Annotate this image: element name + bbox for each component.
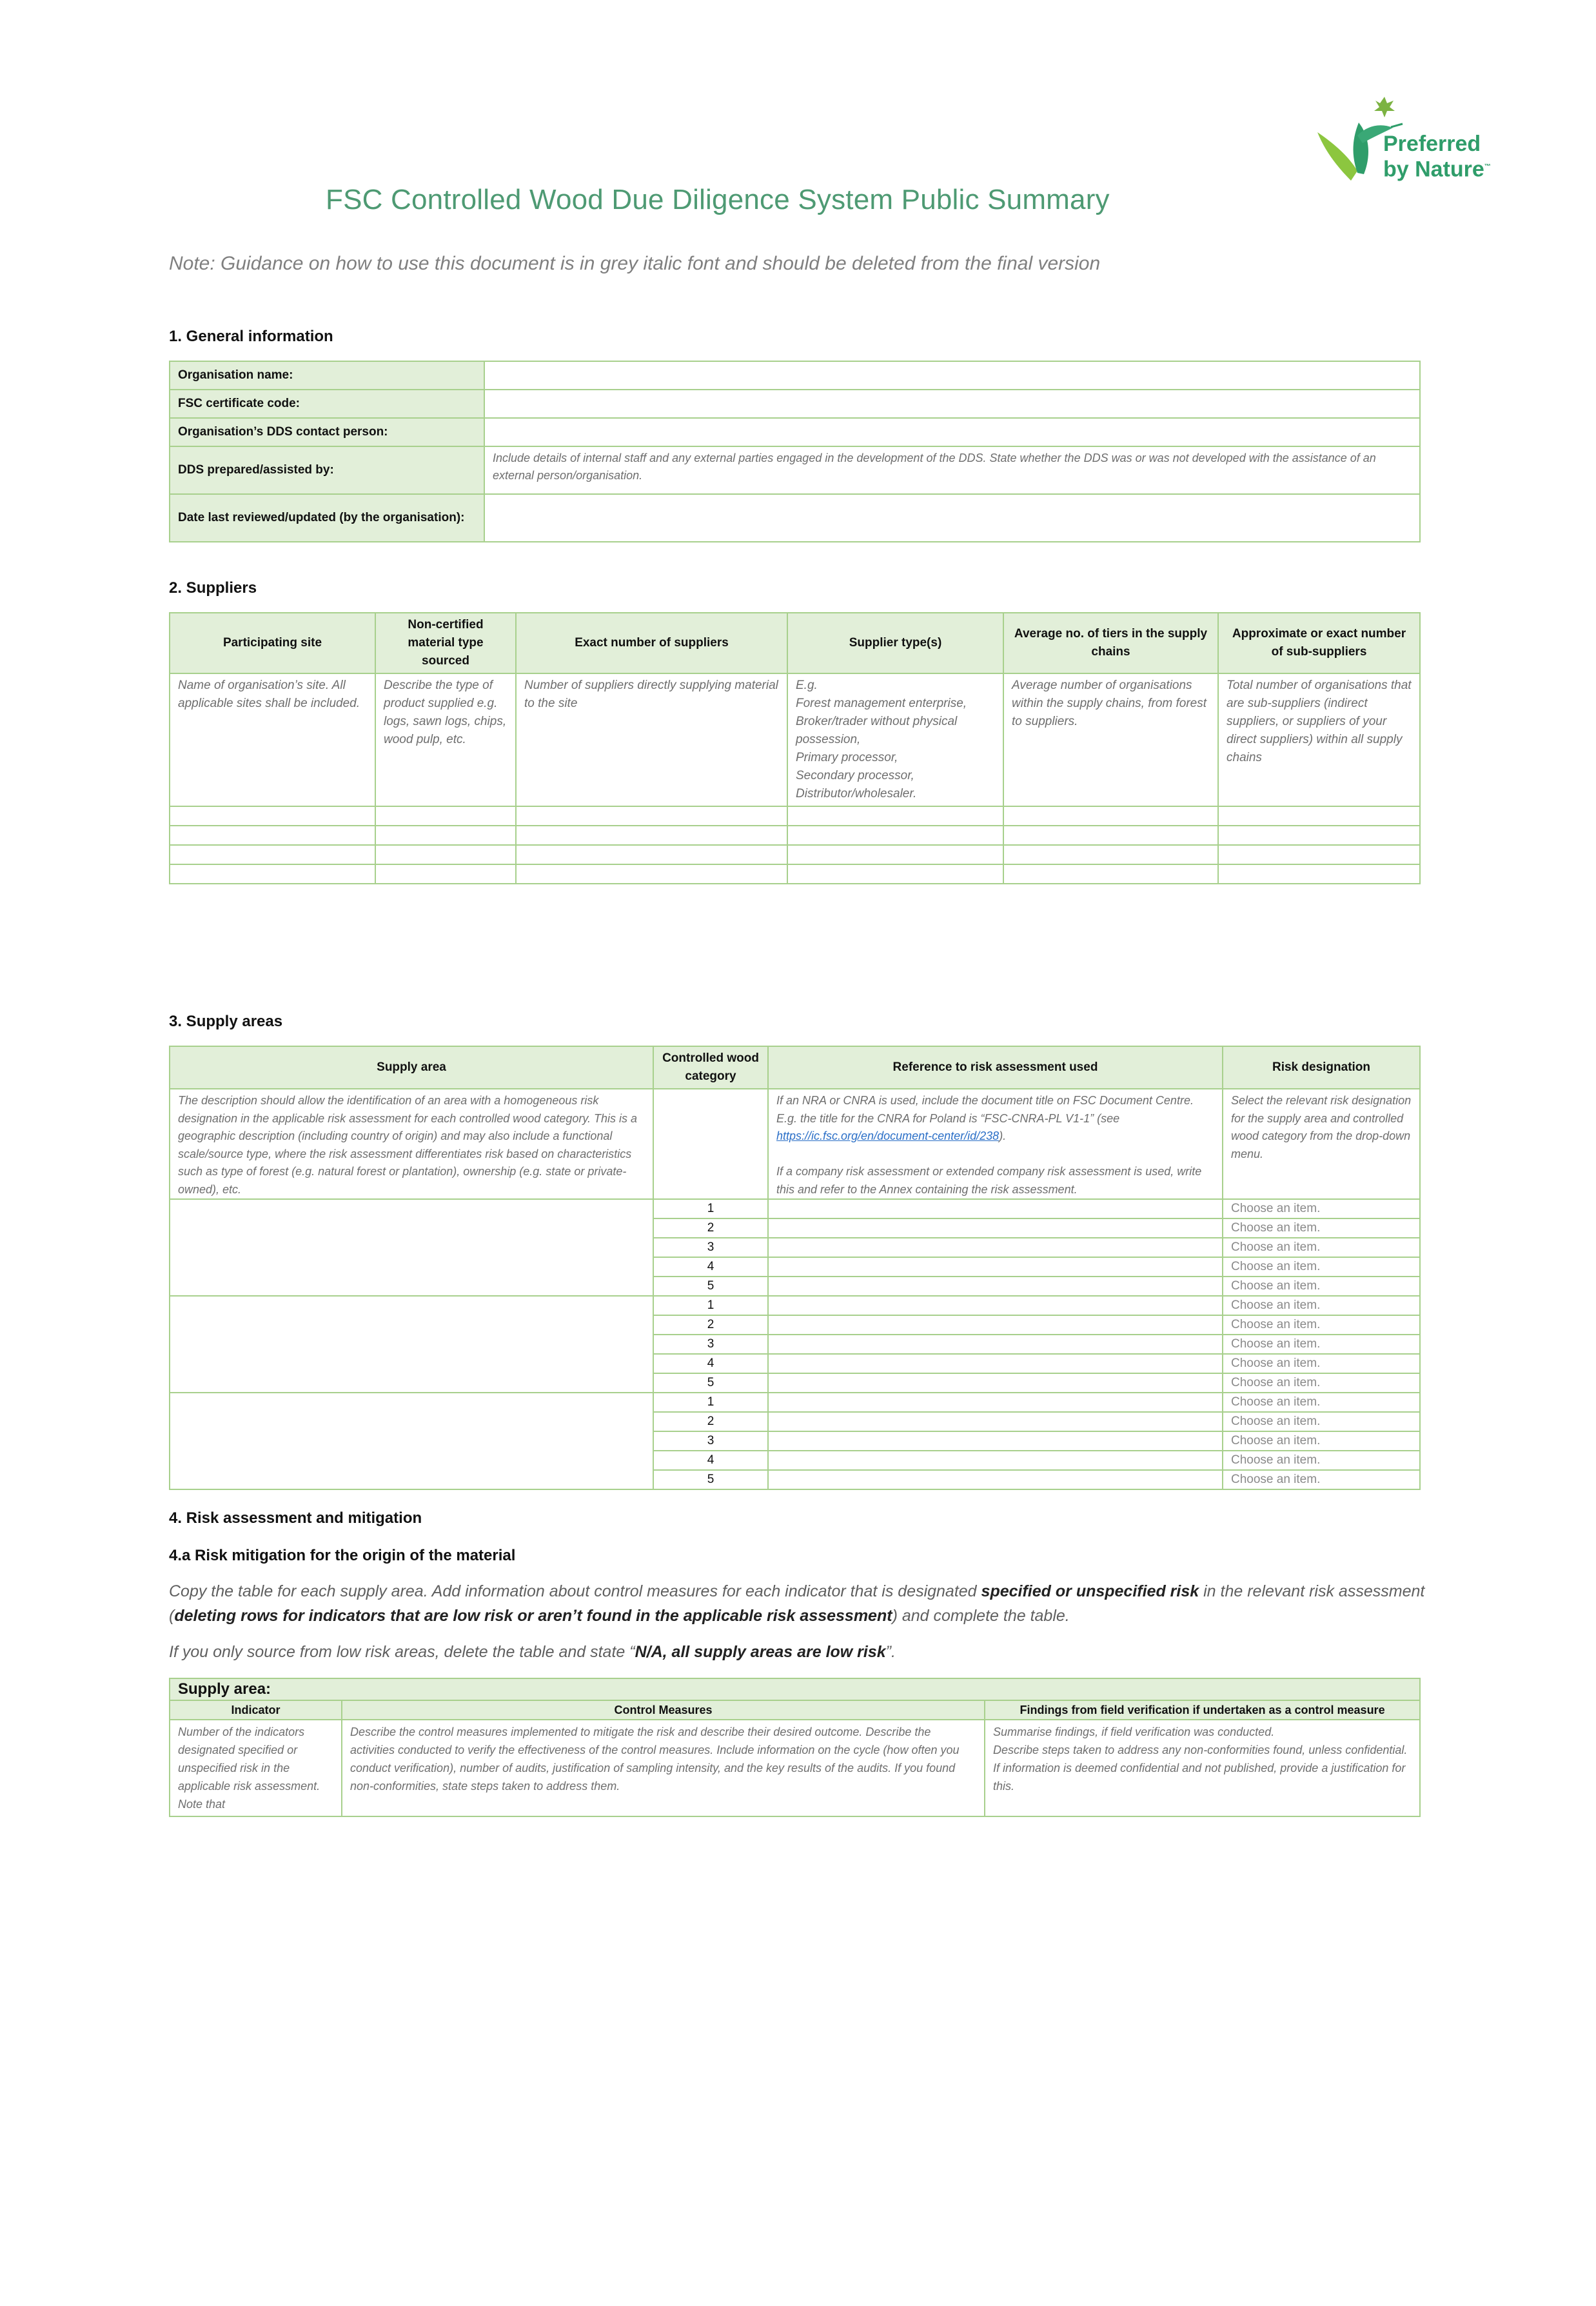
page-title: FSC Controlled Wood Due Diligence System Public Summary bbox=[326, 184, 1110, 215]
guidance-cell[interactable]: Select the relevant risk designation for the supply area and controlled wood category from the drop-down menu. bbox=[1223, 1089, 1420, 1199]
general-info-table bbox=[169, 361, 1421, 542]
guidance-cell[interactable]: Describe the type of product supplied e.g. logs, sawn logs, chips, wood pulp, etc. bbox=[375, 673, 516, 806]
guidance-cell[interactable]: The description should allow the identification of an area with a homogeneous risk designation in the applicable risk assessment for each controlled wood category. This is a geographic description (including country of origin) and may also include a functional scale/source type, where the risk assessment differentiates risk based on characteristics such as type of forest (e.g. natural forest or plantation), ownership (e.g. state or private-owned), etc. bbox=[170, 1089, 653, 1199]
date-reviewed-field[interactable] bbox=[484, 494, 1420, 542]
risk-dropdown[interactable]: Choose an item. bbox=[1223, 1335, 1420, 1354]
low-risk-instruction: If you only source from low risk areas, delete the table and state “N/A, all supply areas are low risk”. bbox=[169, 1643, 896, 1661]
guidance-cell[interactable]: Describe the control measures implemented to mitigate the risk and describe their desired outcome. Describe the activities conducted to verify the effectiveness of the control measures. Include information on the cycle (how often you conduct verification), number of audits, justification of sampling intensity, and the key results of the audits. If you found non-conformities, state steps taken to address them. bbox=[342, 1720, 985, 1816]
logo-wordmark: Preferred by Nature™ bbox=[1383, 132, 1491, 182]
section-4a-heading: 4.a Risk mitigation for the origin of the material bbox=[169, 1547, 516, 1564]
category-number: 5 bbox=[653, 1470, 768, 1489]
category-number: 1 bbox=[653, 1199, 768, 1218]
column-header: Non-certified material type sourced bbox=[375, 613, 516, 673]
contact-person-field[interactable] bbox=[484, 418, 1420, 446]
section-2-heading: 2. Suppliers bbox=[169, 579, 257, 597]
supply-area-title[interactable]: Supply area: bbox=[170, 1678, 1420, 1700]
risk-mitigation-table bbox=[169, 1678, 1421, 1817]
category-number: 1 bbox=[653, 1296, 768, 1315]
column-header: Exact number of suppliers bbox=[516, 613, 787, 673]
section-3-heading: 3. Supply areas bbox=[169, 1013, 283, 1030]
supply-area-cell[interactable] bbox=[170, 1393, 653, 1489]
category-number: 2 bbox=[653, 1218, 768, 1238]
column-header: Indicator bbox=[170, 1700, 342, 1720]
risk-dropdown[interactable]: Choose an item. bbox=[1223, 1238, 1420, 1257]
supply-area-cell[interactable] bbox=[170, 1296, 653, 1393]
category-number: 2 bbox=[653, 1315, 768, 1335]
category-number: 5 bbox=[653, 1277, 768, 1296]
table-row bbox=[170, 864, 1420, 884]
guidance-cell[interactable]: Average number of organisations within the supply chains, from forest to suppliers. bbox=[1003, 673, 1218, 806]
risk-dropdown[interactable]: Choose an item. bbox=[1223, 1315, 1420, 1335]
field-label: Date last reviewed/updated (by the organisation): bbox=[170, 494, 484, 542]
risk-dropdown[interactable]: Choose an item. bbox=[1223, 1199, 1420, 1218]
instructions-paragraph: Copy the table for each supply area. Add information about control measures for each indicator that is designated specified or unspecified risk in the relevant risk assessment (deleting rows for indicators that are low risk or aren’t found in the applicable risk assessment) and complete the table. bbox=[169, 1582, 1425, 1625]
prepared-by-field[interactable]: Include details of internal staff and any external parties engaged in the development of the DDS. State whether the DDS was or was not developed with the assistance of an external person/organisation. bbox=[484, 446, 1420, 494]
category-number: 4 bbox=[653, 1354, 768, 1373]
column-header: Control Measures bbox=[342, 1700, 985, 1720]
field-label: Organisation’s DDS contact person: bbox=[170, 418, 484, 446]
risk-dropdown[interactable]: Choose an item. bbox=[1223, 1354, 1420, 1373]
guidance-cell[interactable]: Number of the indicators designated specified or unspecified risk in the applicable risk assessment. Note that bbox=[170, 1720, 342, 1816]
field-label: DDS prepared/assisted by: bbox=[170, 446, 484, 494]
category-number: 4 bbox=[653, 1451, 768, 1470]
risk-dropdown[interactable]: Choose an item. bbox=[1223, 1393, 1420, 1412]
column-header: Approximate or exact number of sub-suppliers bbox=[1218, 613, 1420, 673]
category-number: 4 bbox=[653, 1257, 768, 1277]
guidance-cell[interactable]: E.g. Forest management enterprise, Broker/trader without physical possession, Primary processor, Secondary processor, Distributor/wholesaler. bbox=[787, 673, 1003, 806]
guidance-cell[interactable]: If an NRA or CNRA is used, include the document title on FSC Document Centre. E.g. the title for the CNRA for Poland is “FSC-CNRA-PL V1-1” (see https://ic.fsc.org/en/document-center/id/238). If a company risk assessment or extended company risk assessment is used, write this and refer to the Annex containing the risk assessment. bbox=[768, 1089, 1223, 1199]
category-number: 3 bbox=[653, 1431, 768, 1451]
table-row bbox=[170, 826, 1420, 845]
category-number: 3 bbox=[653, 1238, 768, 1257]
guidance-cell[interactable]: Total number of organisations that are sub-suppliers (indirect suppliers, or suppliers of your direct suppliers) within all supply chains bbox=[1218, 673, 1420, 806]
column-header: Supply area bbox=[170, 1046, 653, 1089]
guidance-cell[interactable]: Summarise findings, if field verification was conducted. Describe steps taken to address any non-conformities found, unless confidential. If information is deemed confidential and not published, provide a justification for this. bbox=[985, 1720, 1420, 1816]
guidance-note: Note: Guidance on how to use this document is in grey italic font and should be deleted from the final version bbox=[169, 253, 1101, 274]
category-number: 5 bbox=[653, 1373, 768, 1393]
organisation-name-field[interactable] bbox=[484, 361, 1420, 390]
column-header: Reference to risk assessment used bbox=[768, 1046, 1223, 1089]
category-number: 1 bbox=[653, 1393, 768, 1412]
column-header: Average no. of tiers in the supply chains bbox=[1003, 613, 1218, 673]
field-label: FSC certificate code: bbox=[170, 390, 484, 418]
risk-dropdown[interactable]: Choose an item. bbox=[1223, 1277, 1420, 1296]
column-header: Participating site bbox=[170, 613, 375, 673]
suppliers-table bbox=[169, 612, 1421, 884]
document-centre-link[interactable]: https://ic.fsc.org/en/document-center/id/238 bbox=[776, 1129, 1000, 1142]
supply-area-cell[interactable] bbox=[170, 1199, 653, 1296]
category-number: 3 bbox=[653, 1335, 768, 1354]
column-header: Findings from field verification if undertaken as a control measure bbox=[985, 1700, 1420, 1720]
column-header: Risk designation bbox=[1223, 1046, 1420, 1089]
table-row bbox=[170, 845, 1420, 864]
guidance-cell[interactable]: Number of suppliers directly supplying material to the site bbox=[516, 673, 787, 806]
section-4-heading: 4. Risk assessment and mitigation bbox=[169, 1509, 422, 1527]
risk-dropdown[interactable]: Choose an item. bbox=[1223, 1373, 1420, 1393]
field-label: Organisation name: bbox=[170, 361, 484, 390]
risk-dropdown[interactable]: Choose an item. bbox=[1223, 1412, 1420, 1431]
certificate-code-field[interactable] bbox=[484, 390, 1420, 418]
risk-dropdown[interactable]: Choose an item. bbox=[1223, 1431, 1420, 1451]
risk-dropdown[interactable]: Choose an item. bbox=[1223, 1218, 1420, 1238]
guidance-cell[interactable]: Name of organisation’s site. All applicable sites shall be included. bbox=[170, 673, 375, 806]
risk-dropdown[interactable]: Choose an item. bbox=[1223, 1451, 1420, 1470]
risk-dropdown[interactable]: Choose an item. bbox=[1223, 1257, 1420, 1277]
column-header: Supplier type(s) bbox=[787, 613, 1003, 673]
section-1-heading: 1. General information bbox=[169, 328, 333, 345]
column-header: Controlled wood category bbox=[653, 1046, 768, 1089]
risk-dropdown[interactable]: Choose an item. bbox=[1223, 1470, 1420, 1489]
table-row bbox=[170, 806, 1420, 826]
risk-dropdown[interactable]: Choose an item. bbox=[1223, 1296, 1420, 1315]
category-number: 2 bbox=[653, 1412, 768, 1431]
supply-areas-table bbox=[169, 1046, 1421, 1490]
